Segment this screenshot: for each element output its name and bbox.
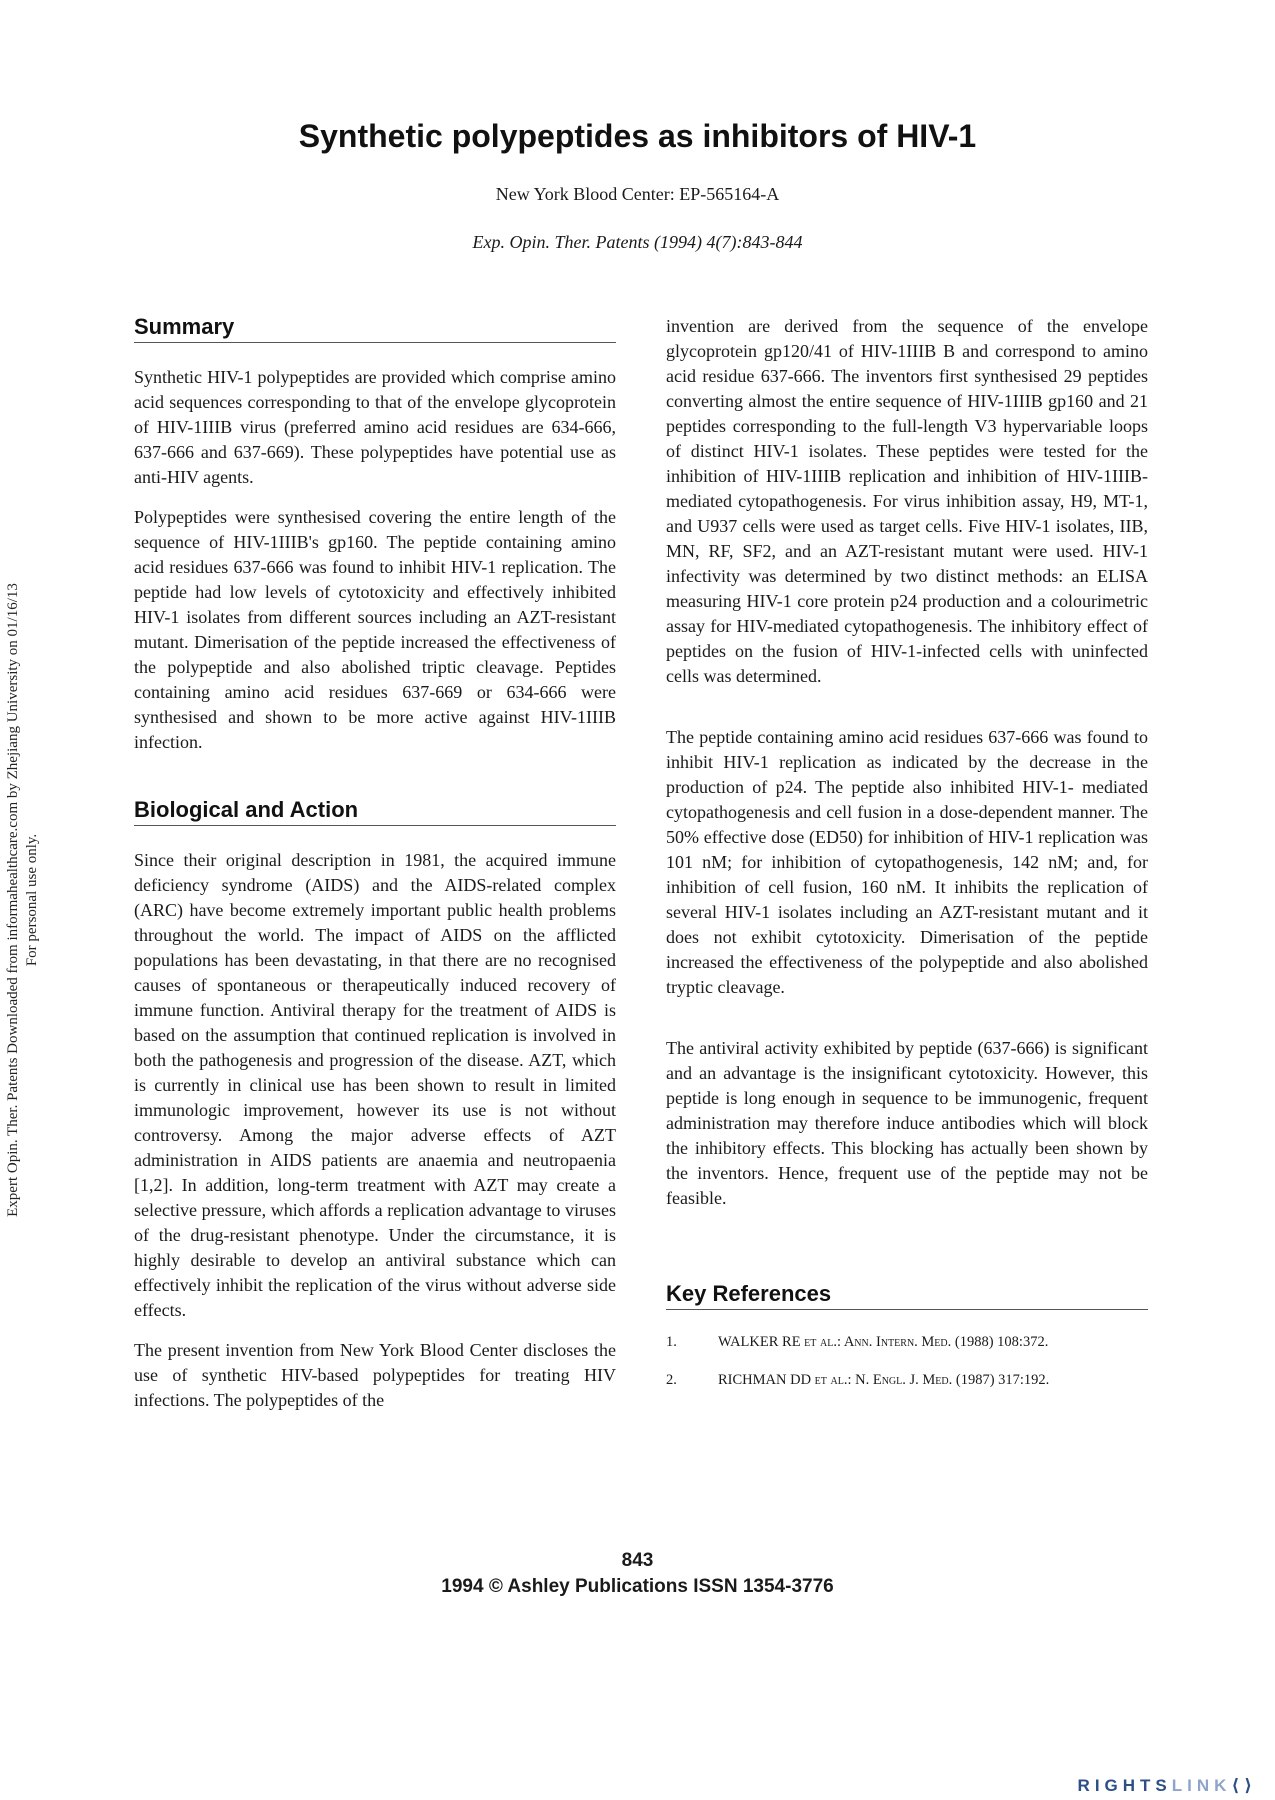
references-heading: Key References [666,1281,1148,1310]
summary-heading: Summary [134,314,616,343]
summary-paragraph-1: Synthetic HIV-1 polypeptides are provided which comprise amino acid sequences corresponding to that of the envelope glycoprotein of HIV-1IIIB virus (preferred amino acid residues are 634-666, 637-666 and 637-669). These polypeptides have potential use as anti-HIV agents. [134,367,616,487]
patent-source: New York Blood Center: EP-565164-A [495,184,780,204]
page-number: 843 [621,1550,654,1571]
reference-item [666,1370,1148,1390]
download-notice-line1: Expert Opin. Ther. Patents Downloaded from informahealthcare.com by Zhejiang University on 01/16/13 [5,583,21,1217]
bio-paragraph-1: Since their original description in 1981, the acquired immune deficiency syndrome (AIDS) and the AIDS-related complex (ARC) have become extremely important public health problems throughout the world. The impact of AIDS on the afflicted populations has been devastating, in that there are no recognised causes of spontaneous or therapeutically induced recovery of immune function. Antiviral therapy for the treatment of AIDS is based on the assumption that continued replication is involved in both the pathogenesis and progression of the disease. AZT, which is currently in clinical use has been shown to result in limited immunologic improvement, however its use is not without controversy. Among the major adverse effects of AZT administration in AIDS patients are anaemia and neutropaenia [1,2]. In addition, long-term treatment with AZT may create a selective pressure, which affords a replication advantage to viruses of the drug-resistant phenotype. Under the circumstance, it is highly desirable to develop an antiviral substance which can effectively inhibit the replication of the virus without adverse side effects. [134,850,616,1320]
reference-number: 2. [666,1372,677,1388]
publisher-line: 1994 © Ashley Publications ISSN 1354-3776 [441,1576,834,1597]
bio-paragraph-2: The present invention from New York Blood Center discloses the use of synthetic HIV-based polypeptides for treating HIV infections. The polypeptides of the [134,1340,616,1410]
left-column [134,314,616,1428]
bio-heading: Biological and Action [134,797,616,826]
download-notice-line2: For personal use only. [24,833,40,967]
download-notice [4,540,50,1260]
right-paragraph-2: The peptide containing amino acid residues 637-666 was found to inhibit HIV-1 replication as indicated by the decrease in the production of p24. The peptide also inhibited HIV-1- mediated cytopathogenesis and cell fusion in a dose-dependent manner. The 50% effective dose (ED50) for inhibition of HIV-1 replication was 101 nM; for inhibition of cytopathogenesis, 142 nM; and, for inhibition of cell fusion, 160 nM. It inhibits the replication of several HIV-1 isolates including an AZT-resistant mutant and it does not exhibit cytotoxicity. Dimerisation of the peptide increased the effectiveness of the polypeptide and also abolished tryptic cleavage. [666,727,1148,997]
reference-text: WALKER RE et al.: Ann. Intern. Med. (1988) 108:372. [718,1334,1049,1350]
references-list [666,1332,1148,1390]
rightslink-logo[interactable] [1078,1776,1257,1796]
article-title: Synthetic polypeptides as inhibitors of HIV-1 [298,118,977,154]
right-column [666,314,1148,1408]
right-paragraph-1: invention are derived from the sequence of the envelope glycoprotein gp120/41 of HIV-1IIIB B and correspond to amino acid residue 637-666. The inventors first synthesised 29 peptides converting almost the entire sequence of HIV-1IIIB gp160 and 21 peptides corresponding to the full-length V3 hypervariable loops of distinct HIV-1 isolates. These peptides were tested for the inhibition of HIV-1IIIB replication and inhibition of HIV-1IIIB-mediated cytopathogenesis. For virus inhibition assay, H9, MT-1, and U937 cells were used as target cells. Five HIV-1 isolates, IIB, MN, RF, SF2, and an AZT-resistant mutant were used. HIV-1 infectivity was determined by two distinct methods: an ELISA measuring HIV-1 core protein p24 production and a colourimetric assay for HIV-mediated cytopathogenesis. The inhibitory effect of peptides on the fusion of HIV-1-infected cells with uninfected cells was determined. [666,316,1148,686]
reference-number: 1. [666,1334,677,1350]
reference-item [666,1332,1148,1352]
right-paragraph-3: The antiviral activity exhibited by peptide (637-666) is significant and an advantage is the insignificant cytotoxicity. However, this peptide is long enough in sequence to be immunogenic, frequent administration may therefore induce antibodies which will block the inhibitory effects. This blocking has actually been shown by the inventors. Hence, frequent use of the peptide may not be feasible. [666,1038,1148,1208]
summary-paragraph-2: Polypeptides were synthesised covering the entire length of the sequence of HIV-1IIIB's gp160. The peptide containing amino acid residues 637-666 was found to inhibit HIV-1 replication. The peptide had low levels of cytotoxicity and effectively inhibited HIV-1 isolates from different sources including an AZT-resistant mutant. Dimerisation of the peptide increased the effectiveness of the polypeptide and also abolished triptic cleavage. Peptides containing amino acid residues 637-669 or 634-666 were synthesised and shown to be more active against HIV-1IIIB infection. [134,507,616,752]
rightslink-mark-icon: ⟨⟩ [1231,1776,1257,1795]
rightslink-logo-light: LINK [1171,1776,1232,1795]
reference-text: RICHMAN DD et al.: N. Engl. J. Med. (1987) 317:192. [718,1372,1050,1388]
rightslink-logo-dark: RIGHTS [1077,1776,1172,1795]
journal-citation: Exp. Opin. Ther. Patents (1994) 4(7):843-844 [472,232,803,252]
